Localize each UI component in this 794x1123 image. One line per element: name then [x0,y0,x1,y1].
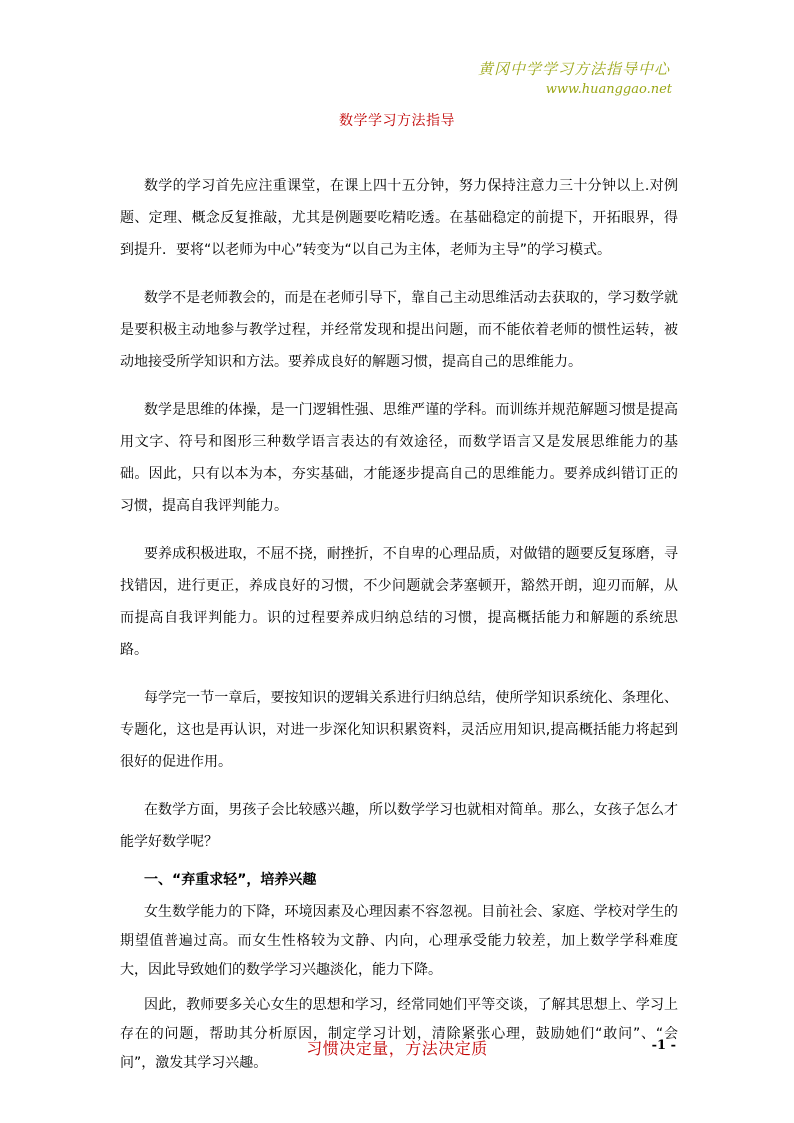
paragraph: 女生数学能力的下降，环境因素及心理因素不容忽视。目前社会、家庭、学校对学生的期望值普遍过高。而女生性格较为文静、内向，心理承受能力较差，加上数学学科难度大，因此导致她们的数学学习兴趣淡化，能力下降。 [120,904,678,978]
paragraph: 每学完一节一章后，要按知识的逻辑关系进行归纳总结，使所学知识系统化、条理化、专题化，这也是再认识，对进一步深化知识积累资料，灵活应用知识,提高概括能力将起到很好的促进作用。 [120,690,678,770]
document-body [120,170,678,1084]
paragraph: 要养成积极进取，不屈不挠，耐挫折，不自卑的心理品质，对做错的题要反复琢磨，寻找错因，进行更正，养成良好的习惯，不少问题就会茅塞顿开，豁然开朗，迎刃而解，从而提高自我评判能力。识的过程要养成归纳总结的习惯，提高概括能力和解题的系统思路。 [120,546,678,658]
document-title: 数学学习方法指导 [339,113,455,129]
paragraph: 在数学方面，男孩子会比较感兴趣，所以数学学习也就相对简单。那么，女孩子怎么才能学好数学呢？ [120,802,678,850]
footer-motto: 习惯决定量，方法决定质 [306,1039,488,1058]
brand-name: 黄冈中学学习方法指导中心 [477,60,670,78]
paragraph: 数学不是老师教会的，而是在老师引导下，靠自己主动思维活动去获取的，学习数学就是要积极主动地参与教学过程，并经常发现和提出问题，而不能依着老师的惯性运转，被动地接受所学知识和方法。要养成良好的解题习惯，提高自己的思维能力。 [120,290,678,370]
section-heading: 一、“弃重求轻”，培养兴趣 [144,872,317,888]
paragraph: 数学的学习首先应注重课堂，在课上四十五分钟，努力保持注意力三十分钟以上.对例题、定理、概念反复推敲，尤其是例题要吃精吃透。在基础稳定的前提下，开拓眼界，得到提升．要将“以老师为中心”转变为“以自己为主体，老师为主导”的学习模式。 [120,178,678,258]
paragraph: 因此，教师要多关心女生的思想和学习，经常同她们平等交谈，了解其思想上、学习上存在的问题，帮助其分析原因，制定学习计划，清除紧张心理，鼓励她们“敢问”、“会问”，激发其学习兴趣。 [120,997,678,1071]
brand-url[interactable]: www.huanggao.net [545,82,672,97]
paragraph: 数学是思维的体操，是一门逻辑性强、思维严谨的学科。而训练并规范解题习惯是提高用文字、符号和图形三种数学语言表达的有效途径，而数学语言又是发展思维能力的基础。因此，只有以本为本，夯实基础，才能逐步提高自己的思维能力。要养成纠错订正的习惯，提高自我评判能力。 [120,402,678,514]
page-number: -1 - [651,1038,676,1053]
header-brand [478,58,670,97]
